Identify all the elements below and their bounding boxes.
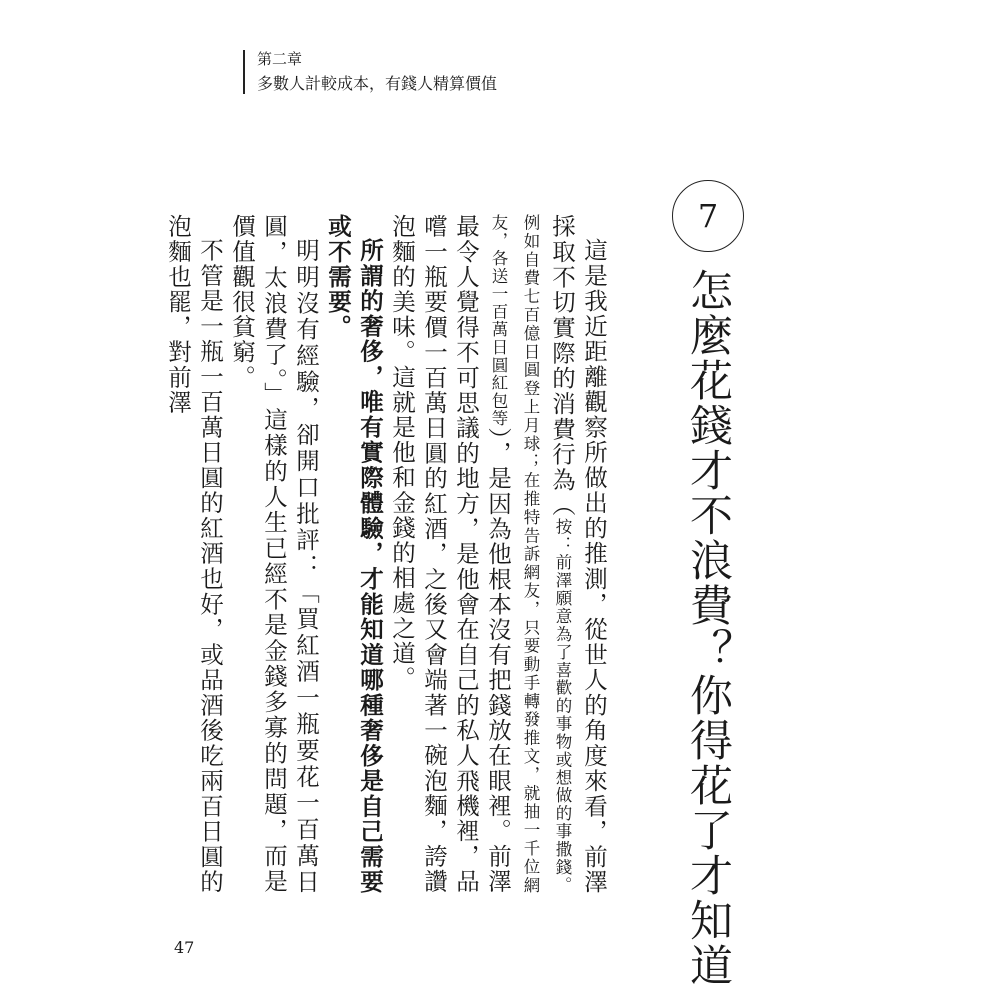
paragraph-2 (322, 214, 386, 894)
running-head-title: 多數人計較成本，有錢人精算價值 (257, 74, 498, 93)
editor-note: 按：前澤願意為了喜歡的事物或想做的事撒錢。例如自費七百億日圓登上月球；在推特告訴網友，只要動手轉發推文，就抽一千位網友，各送一百萬日圓紅包等 (489, 214, 572, 895)
paragraph-1 (386, 214, 610, 894)
section-number-circle (672, 180, 744, 252)
running-head (243, 50, 497, 94)
page-number: 47 (174, 938, 195, 957)
section-number: 7 (697, 197, 719, 235)
running-head-chapter: 第二章 (257, 50, 303, 68)
bold-statement: 所謂的奢侈，唯有實際體驗，才能知道哪種奢侈是自己需要或不需要。 (324, 214, 384, 894)
section-title: 怎麼花錢才不浪費？你得花了才知道 (683, 268, 733, 988)
paragraph-4: 不管是一瓶一百萬日圓的紅酒也好，或品酒後吃兩百日圓的泡麵也罷，對前澤 (164, 214, 224, 894)
paragraph-3: 明明沒有經驗，卻開口批評：「買紅酒一瓶要花一百萬日圓，太浪費了。」這樣的人生已經不是金錢多寡的問題，而是價值觀很貧窮。 (228, 214, 320, 894)
body-text (164, 214, 610, 895)
paragraph-1-continued: ），是因為他根本沒有把錢放在眼裡。前澤最令人覺得不可思議的地方，是他會在自己的私人飛機裡，品嚐一瓶要價一百萬日圓的紅酒，之後又會端著一碗泡麵，誇讚泡麵的美味。這就是他和金錢的相處之道。 (388, 214, 512, 894)
paragraph-1-text: 這是我近距離觀察所做出的推測，從世人的角度來看，前澤採取不切實際的消費行為（ (548, 214, 608, 894)
